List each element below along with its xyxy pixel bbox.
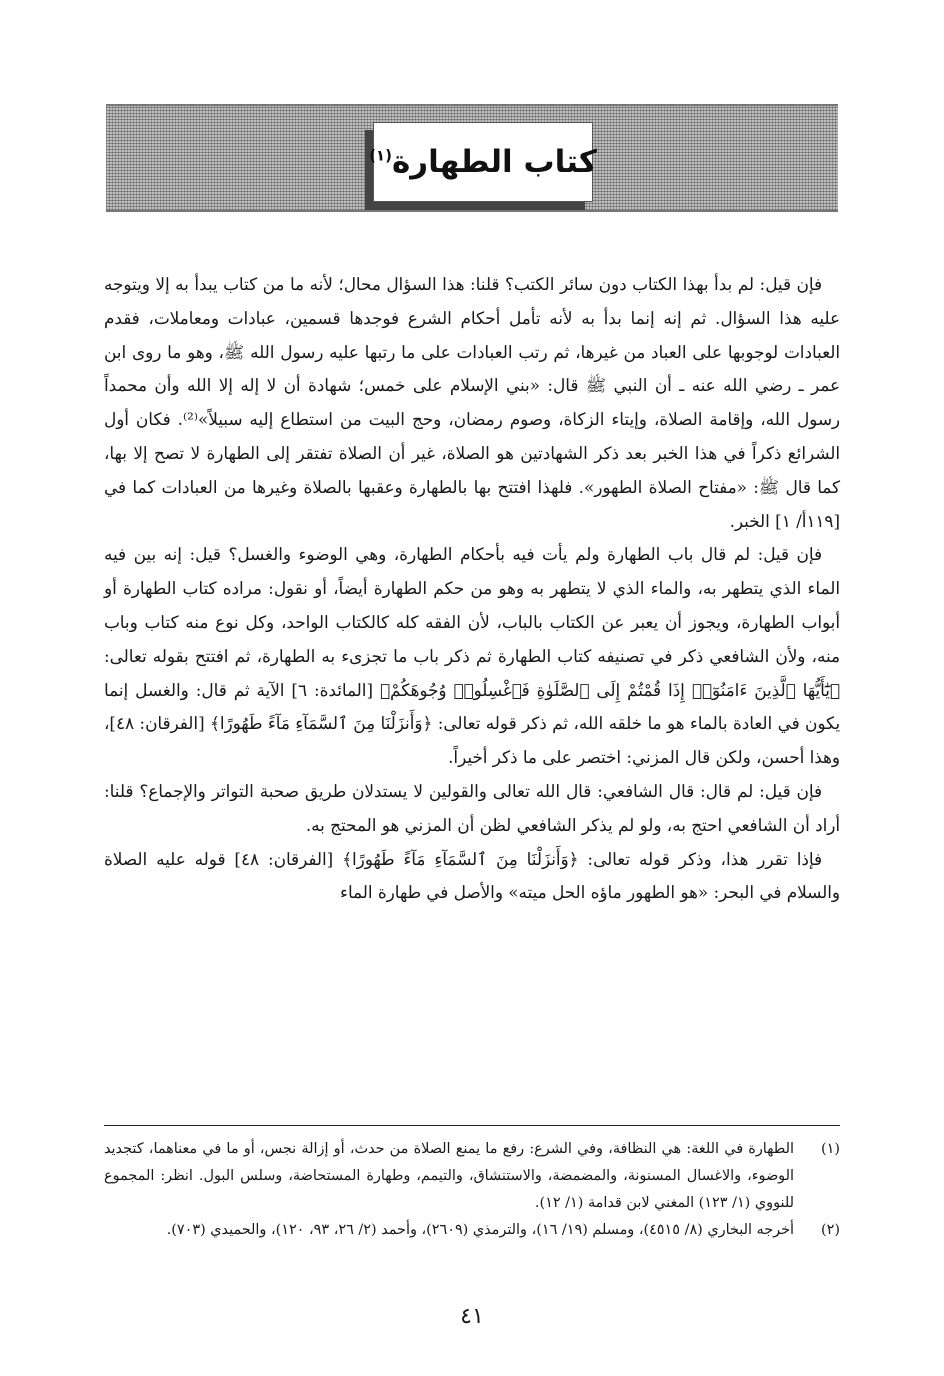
paragraph-1: فإن قيل: لم بدأ بهذا الكتاب دون سائر الكتب؟ قلنا: هذا السؤال محال؛ لأنه ما من كتاب يبدأ به إلا ويتوجه عليه هذا السؤال. ثم إنه إنما بدأ به لأنه تأمل أحكام الشرع فوجدها قسمين، عبادات ومعاملات، فقدم العبادات لوجوبها على العباد من غيرها، ثم رتب العبادات على ما رتبها عليه رسول الله ﷺ، وهو ما روى ابن عمر ـ رضي الله عنه ـ أن النبي ﷺ قال: «بني الإسلام على خمس؛ شهادة أن لا إله إلا الله وأن محمداً رسول الله، وإقامة الصلاة، وإيتاء الزكاة، وصوم رمضان، وحج البيت من استطاع إليه سبيلاً»⁽²⁾. فكان أول الشرائع ذكراً في هذا الخبر بعد ذكر الشهادتين هو الصلاة، غير أن الصلاة تفتقر إلى الطهارة لا تصح إلا بها، كما قال ﷺ: «مفتاح الصلاة الطهور». فلهذا افتتح بها بالطهارة وعقبها بالصلاة وغيرها من العبادات كما في [١١٩أ/ ١] الخبر. (104, 274, 841, 531)
chapter-title-footnote-ref: (١) (369, 146, 392, 165)
footnote-2 (104, 1217, 840, 1244)
paragraph-2: فإن قيل: لم قال باب الطهارة ولم يأت فيه بأحكام الطهارة، وهي الوضوء والغسل؟ قيل: إنه بين فيه الماء الذي يتطهر به، والماء الذي لا يتطهر به وهو من حكم الطهارة أيضاً، أو نقول: مراده كتاب الطهارة أو أبواب الطهارة، ويجوز أن يعبر عن الكتاب بالباب، لأن الفقه كله كالكتاب الواحد، وكل نوع منه كتاب وباب منه، ولأن الشافعي ذكر في تصنيفه كتاب الطهارة ثم ذكر باب ما تجزىء به الطهارة، ثم افتتح بقوله تعالى: ﴿يَٰٓأَيُّهَا ٱلَّذِينَ ءَامَنُوٓا۟ إِذَا قُمْتُمْ إِلَى ٱلصَّلَوٰةِ فَٱغْسِلُوا۟ وُجُوهَكُمْ﴾ [المائدة: ٦] الآية ثم قال: والغسل إنما يكون في العادة بالماء هو ما خلقه الله، ثم ذكر قوله تعالى: ﴿وَأَنزَلْنَا مِنَ ٱلسَّمَآءِ مَآءً طَهُورًا﴾ [الفرقان: ٤٨]، وهذا أحسن، ولكن قال المزني: اختصر على ما ذكر أخيراً. (104, 544, 840, 768)
chapter-title-text: كتاب الطهارة (391, 144, 597, 180)
footnote-number: (٢) (821, 1222, 840, 1238)
main-text (104, 268, 840, 910)
footnote-text: الطهارة في اللغة: هي النظافة، وفي الشرع: رفع ما يمنع الصلاة من حدث، أو إزالة نجس، أو ما في معناهما، كتجديد الوضوء، والاغسال المسنونة، والمضمضة، والاستنشاق، والتيمم، وطهارة المستحاضة، وسلس البول. انظر: المجموع للنووي (١/ ١٢٣) المغني لابن قدامة (١/ ١٢). (104, 1141, 794, 1211)
footnotes (104, 1136, 840, 1244)
title-banner (369, 122, 597, 202)
page-number: ٤١ (460, 1304, 484, 1329)
paragraph-4: فإذا تقرر هذا، وذكر قوله تعالى: ﴿وَأَنزَلْنَا مِنَ ٱلسَّمَآءِ مَآءً طَهُورًا﴾ [الفرقان: ٤٨] قوله عليه الصلاة والسلام في البحر: «هو الطهور ماؤه الحل ميته» والأصل في طهارة الماء (104, 848, 840, 903)
footnote-1 (104, 1136, 840, 1217)
footnote-text: أخرجه البخاري (٨/ ٤٥١٥)، ومسلم (١٩/ ١٦)، والترمذي (٢٦٠٩)، وأحمد (٢/ ٢٦، ٩٣، ١٢٠)، والحميدي (٧٠٣). (166, 1222, 794, 1238)
paragraph-3: فإن قيل: لم قال: قال الشافعي: قال الله تعالى والقولين لا يستدلان طريق صحبة التواتر والإجماع؟ قلنا: أراد أن الشافعي احتج به، ولو لم يذكر الشافعي لظن أن المزني هو المحتج به. (104, 780, 840, 835)
footnote-number: (١) (821, 1141, 840, 1157)
chapter-title (369, 144, 597, 180)
footnote-separator (104, 1125, 840, 1126)
